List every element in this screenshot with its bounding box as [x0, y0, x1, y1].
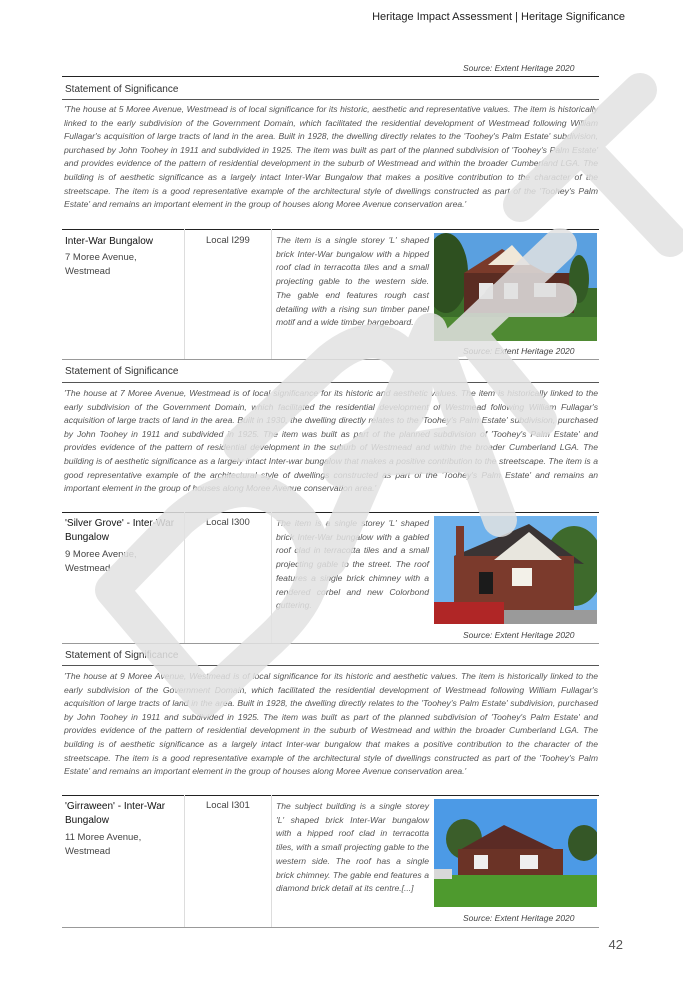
- header-title: Heritage Impact Assessment | Heritage Significance: [372, 11, 625, 23]
- divider: [62, 359, 599, 360]
- divider: [62, 927, 599, 928]
- statement-of-significance-9-moree: 'The house at 9 Moree Avenue, Westmead is of local significance for its historic and aesthetic values. The item is historically linked to the early subdivision of the Government Domain, which facilitated the residential development of Westmead following William Fullagar's acquisition of large tracts of land in the area. Built in 1928, the dwelling directly relates to the 'Toohey's Palm Estate' subdivision, purchased by John Toohey in 1911 and subdivided in 1925. The item was built as part of the planned subdivision of 'Toohey's Palm Estate' and provides evidence of the pattern of residential development in the suburb of Westmead and within the broader Cumberland LGA. The building is of aesthetic significance as a largely intact Inter-war bungalow that makes a positive contribution to the character of the streetscape. The item is a good representative example of the architectural style of dwellings constructed as part of the 'Toohey's Palm Estate' and remains an important element in the group of houses along Moree Avenue conservation area.': [64, 671, 598, 777]
- item-listing-9-moree: Local I300: [206, 517, 250, 528]
- item-description-7-moree: The item is a single storey 'L' shaped brick Inter-War bungalow with a hipped roof clad in terracotta tiles and a small projecting gable to the western side. The gable end features rough cast detailing with a rising sun timber panel motif and a wide timber bargeboard.: [276, 235, 429, 328]
- statement-label: Statement of Significance: [65, 650, 179, 661]
- column-divider: [271, 229, 272, 359]
- divider: [62, 99, 599, 100]
- divider: [62, 512, 599, 513]
- item-description-9-moree: The item is a single storey 'L' shaped brick Inter-War bungalow with a gabled roof clad in terracotta tiles and a small projecting gable to the street. The roof features a single brick chimney with a rendered corbel and new Colorbond guttering.: [276, 518, 429, 611]
- column-divider: [271, 795, 272, 927]
- statement-of-significance-7-moree: 'The house at 7 Moree Avenue, Westmead is of local significance for its historic and aesthetic values. The item is historically linked to the early subdivision of the Government Domain, which facilitated the residential development of Westmead following William Fullagar's acquisition of large tracts of land in the area. Built in 1930, the dwelling directly relates to the 'Toohey's Palm Estate' subdivision, purchased by John Toohey in 1911 and subdivided in 1925. The item was built as part of the planned subdivision of 'Toohey's Palm Estate' and provides evidence of the pattern of residential development in the suburb of Westmead and within the broader Cumberland LGA. The building is of aesthetic significance as a largely intact Inter-war bungalow that makes a positive contribution to the streetscape. The item is a good representative example of the architectural style of dwellings constructed as part of the 'Toohey's Palm Estate' and remains an important element in the group of houses along Moree Avenue conservation area.': [64, 388, 598, 494]
- divider: [62, 665, 599, 666]
- photo-source-11-moree: Source: Extent Heritage 2020: [463, 913, 575, 923]
- item-address-11-moree: 11 Moree Avenue, Westmead: [65, 832, 142, 857]
- item-name-7-moree: Inter-War Bungalow: [65, 236, 153, 247]
- photo-7-moree-avenue: [434, 233, 597, 341]
- photo-9-moree-avenue: [434, 516, 597, 624]
- column-divider: [184, 795, 185, 927]
- divider: [62, 382, 599, 383]
- divider: [62, 229, 599, 230]
- item-name-9-moree: 'Silver Grove' - Inter-War Bungalow: [65, 518, 175, 543]
- column-divider: [184, 229, 185, 359]
- photo-source-top: Source: Extent Heritage 2020: [463, 63, 575, 73]
- photo-source-9-moree: Source: Extent Heritage 2020: [463, 630, 575, 640]
- item-listing-7-moree: Local I299: [206, 235, 250, 246]
- item-name-11-moree: 'Girraween' - Inter-War Bungalow: [65, 801, 166, 826]
- statement-label: Statement of Significance: [65, 84, 179, 95]
- column-divider: [271, 512, 272, 643]
- divider: [62, 76, 599, 77]
- page-number: 42: [608, 937, 623, 952]
- item-address-9-moree: 9 Moree Avenue, Westmead: [65, 549, 137, 574]
- statement-of-significance-5-moree: 'The house at 5 Moree Avenue, Westmead is of local significance for its historic, aesthetic and representative values. The item is historically linked to the early subdivision of the Government Domain, which facilitated the residential development of Westmead following William Fullagar's acquisition of large tracts of land in the area. Built in 1928, the dwelling directly relates to the 'Toohey's Palm Estate' subdivision, purchased by John Toohey in 1911 and subdivided in 1925. The item was built as part of the planned subdivision of 'Toohey's Palm Estate' and provides evidence of the pattern of residential development in the suburb of Westmead and within the broader Cumberland LGA. The building is of aesthetic significance as a largely intact Inter-War Bungalow that makes a positive contribution to the character of the streetscape. The item is a good representative example of the architectural style of dwellings constructed as part of the 'Toohey's Palm Estate' and remains an important element in the group of houses along Moree Avenue conservation area.': [64, 104, 598, 210]
- photo-source-7-moree: Source: Extent Heritage 2020: [463, 346, 575, 356]
- item-description-11-moree: The subject building is a single storey 'L' shaped brick Inter-War bungalow with a hipped roof clad in terracotta tiles, with a small projecting gable to the western side. The roof has a single brick chimney. The gable end features a diamond brick detail at its centre.[...]: [276, 801, 429, 894]
- column-divider: [184, 512, 185, 643]
- divider: [62, 795, 599, 796]
- item-listing-11-moree: Local I301: [206, 800, 250, 811]
- item-address-7-moree: 7 Moree Avenue, Westmead: [65, 252, 137, 277]
- photo-11-moree-avenue: [434, 799, 597, 907]
- statement-label: Statement of Significance: [65, 366, 179, 377]
- divider: [62, 643, 599, 644]
